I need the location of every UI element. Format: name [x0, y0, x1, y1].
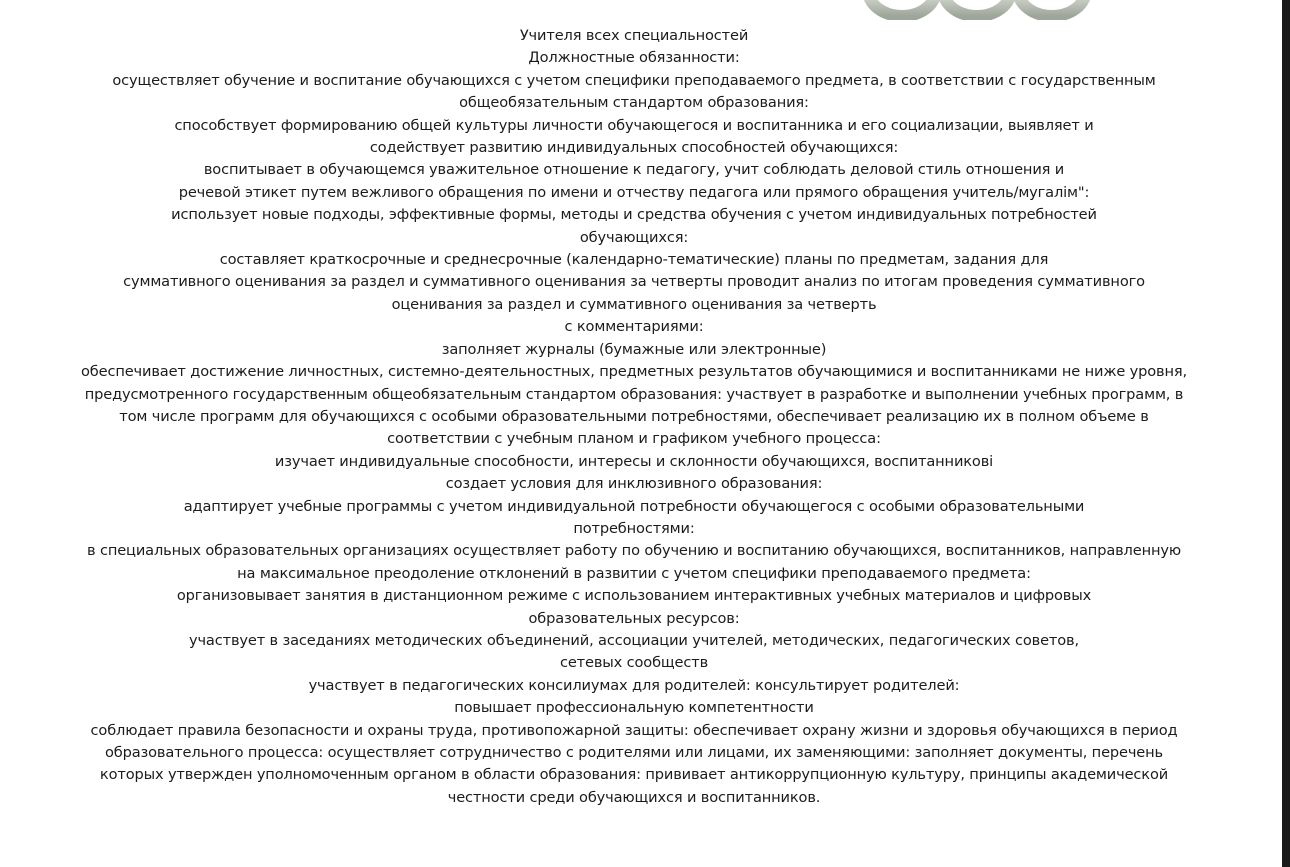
- text-line: обучающихся:: [579, 228, 689, 246]
- text-line: сетевых сообществ: [559, 654, 709, 672]
- text-line: создает условия для инклюзивного образования:: [445, 475, 823, 493]
- text-line: предусмотренного государственным общеобязательным стандартом образования: участвует в разработке и выполнении учебных программ, в: [84, 385, 1184, 403]
- text-line: организовывает занятия в дистанционном режиме с использованием интерактивных учебных материалов и цифровых: [176, 587, 1092, 605]
- text-line: соблюдает правила безопасности и охраны труда, противопожарной защиты: обеспечивает охрану жизни и здоровья обучающихся в период: [90, 721, 1178, 739]
- text-line: общеобязательным стандартом образования:: [459, 94, 809, 112]
- text-line: воспитывает в обучающемся уважительное отношение к педагогу, учит соблюдать деловой стиль отношения и: [203, 161, 1065, 179]
- text-line: честности среди обучающихся и воспитанников.: [447, 788, 821, 806]
- right-edge-border: [1282, 0, 1290, 867]
- text-line: том числе программ для обучающихся с особыми образовательными потребностями, обеспечивает реализацию их в полном объеме в: [119, 407, 1149, 425]
- text-line: использует новые подходы, эффективные формы, методы и средства обучения с учетом индивидуальных потребностей: [171, 206, 1097, 224]
- text-line: потребностями:: [573, 519, 695, 537]
- text-line: осуществляет обучение и воспитание обучающихся с учетом специфики преподаваемого предмета, в соответствии с государственным: [112, 71, 1156, 89]
- document-subheading: Должностные обязанности:: [528, 49, 740, 67]
- text-line: участвует в заседаниях методических объединений, ассоциации учителей, методических, педагогических советов,: [188, 631, 1080, 649]
- text-line: которых утвержден уполномоченным органом в области образования: прививает антикоррупционную культуру, принципы академической: [99, 766, 1169, 784]
- text-line: образовательных ресурсов:: [528, 609, 740, 627]
- text-line: участвует в педагогических консилиумах для родителей: консультирует родителей:: [308, 676, 960, 694]
- decorative-rings-image: [862, 0, 1102, 20]
- text-line: образовательного процесса: осуществляет сотрудничество с родителями или лицами, их заменяющими: заполняет документы, перечень: [105, 744, 1163, 761]
- text-line: изучает индивидуальные способности, интересы и склонности обучающихся, воспитанниковi: [274, 452, 994, 470]
- text-line: способствует формированию общей культуры личности обучающегося и воспитанника и его социализации, выявляет и: [174, 116, 1094, 134]
- document-heading: Учителя всех специальностей: [519, 27, 749, 44]
- text-line: содействует развитию индивидуальных способностей обучающихся:: [369, 139, 899, 157]
- text-line: обеспечивает достижение личностных, системно-деятельностных, предметных результатов обучающимися и воспитанниками не ниже уровня,: [81, 363, 1187, 381]
- job-duties-text: [14, 25, 1254, 809]
- text-line: соответствии с учебным планом и графиком учебного процесса:: [387, 430, 881, 448]
- text-line: в специальных образовательных организациях осуществляет работу по обучению и воспитанию обучающихся, воспитанников, направленную: [87, 542, 1181, 560]
- text-line: на максимальное преодоление отклонений в развитии с учетом специфики преподаваемого предмета:: [237, 564, 1031, 582]
- text-line: заполняет журналы (бумажные или электронные): [441, 340, 827, 358]
- text-line: суммативного оценивания за раздел и суммативного оценивания за четверты проводит анализ по итогам проведения суммативного: [123, 273, 1145, 291]
- text-line: речевой этикет путем вежливого обращения по имени и отчеству педагога или прямого обращения учитель/мугалім":: [178, 183, 1090, 201]
- text-line: с комментариями:: [564, 318, 704, 336]
- text-line: адаптирует учебные программы с учетом индивидуальной потребности обучающегося с особыми образовательными: [183, 497, 1085, 515]
- text-line: повышает профессиональную компетентности: [454, 699, 814, 717]
- text-line: оценивания за раздел и суммативного оценивания за четверть: [391, 295, 877, 313]
- text-line: составляет краткосрочные и среднесрочные (календарно-тематические) планы по предметам, задания для: [219, 251, 1049, 269]
